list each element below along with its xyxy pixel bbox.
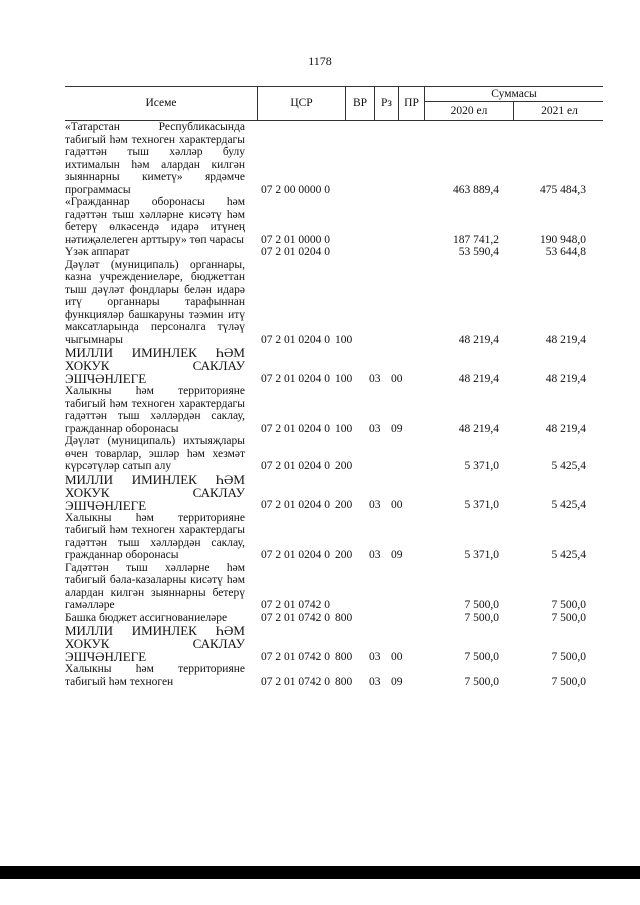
row-pr: 09 [391, 422, 403, 435]
budget-table [65, 86, 603, 688]
row-pr: 09 [391, 549, 403, 561]
table-row [65, 435, 603, 473]
table-row [65, 259, 603, 347]
row-csr: 07 2 01 0000 0 [261, 233, 330, 246]
row-csr: 07 2 01 0204 0 [261, 549, 330, 561]
scan-edge-bar [0, 866, 640, 879]
row-value-2021: 48 219,4 [545, 333, 586, 346]
table-row [65, 246, 603, 259]
row-value-2020: 48 219,4 [458, 422, 499, 435]
row-value-2020: 5 371,0 [464, 499, 499, 511]
row-csr: 07 2 01 0204 0 [261, 422, 330, 435]
row-name: Халыкны һәм территорияне табигый һәм техноген характердагы гадәттән тыш хәлләрдән саклау, гражданнар оборонасы [65, 511, 245, 561]
row-vr: 800 [335, 611, 353, 624]
row-name: «Татарстан Республикасында табигый һәм техноген характердагы гадәттән тыш хәлләр булу ихтималын һәм алардан килгән зыяннарны киметү» ярдәмче программасы [65, 121, 245, 196]
table-row [65, 624, 603, 663]
table-body [65, 121, 603, 688]
row-csr: 07 2 01 0204 0 [261, 333, 330, 346]
header-name: Исеме [145, 97, 177, 110]
header-rz: Рз [374, 87, 398, 120]
row-pr: 00 [391, 499, 403, 511]
row-value-2020: 463 889,4 [453, 183, 499, 196]
row-name: Башка бюджет ассигнованиеләре [65, 611, 228, 624]
row-pr: 00 [391, 372, 403, 385]
row-csr: 07 2 00 0000 0 [261, 183, 330, 196]
table-row [65, 473, 603, 512]
row-csr: 07 2 01 0742 0 [261, 675, 330, 688]
row-name: Дәүләт (муниципаль) ихтыяҗлары өчен товарлар, эшләр һәм хезмәт күрсәтүләр сатып алу [65, 435, 245, 472]
row-value-2021: 5 425,4 [551, 499, 586, 511]
row-vr: 200 [335, 549, 353, 561]
row-value-2021: 48 219,4 [545, 372, 586, 385]
row-value-2021: 7 500,0 [551, 599, 586, 611]
row-name: МИЛЛИ ИМИНЛЕК ҺӘМ ХОКУК САКЛАУ ЭШЧӘНЛЕГЕ [65, 623, 245, 664]
row-csr: 07 2 01 0204 0 [261, 499, 330, 511]
row-pr: 00 [391, 650, 403, 663]
row-value-2021: 475 484,3 [540, 183, 586, 196]
row-name: МИЛЛИ ИМИНЛЕК ҺӘМ ХОКУК САКЛАУ ЭШЧӘНЛЕГЕ [65, 345, 245, 386]
row-value-2021: 5 425,4 [551, 460, 586, 472]
row-csr: 07 2 01 0742 0 [261, 611, 330, 624]
table-row [65, 512, 603, 562]
row-pr: 09 [391, 675, 403, 688]
row-rz: 03 [369, 422, 381, 435]
table-row [65, 346, 603, 385]
table-row [65, 121, 603, 196]
row-name: Халыкны һәм территорияне табигый һәм техноген [65, 663, 245, 688]
row-csr: 07 2 01 0204 0 [261, 460, 330, 472]
row-name: «Гражданнар оборонасы һәм гадәттән тыш хәлләрне кисәтү һәм бетерү өлкәсендә идарә итүнең нәтиҗәлелеген арттыру» төп чарасы [65, 196, 245, 246]
row-vr: 200 [335, 499, 353, 511]
row-rz: 03 [369, 549, 381, 561]
row-vr: 100 [335, 333, 353, 346]
row-name: МИЛЛИ ИМИНЛЕК ҺӘМ ХОКУК САКЛАУ ЭШЧӘНЛЕГЕ [65, 471, 245, 513]
header-sums [424, 87, 603, 120]
row-value-2020: 53 590,4 [458, 246, 499, 258]
header-year-2021: 2021 ел [513, 102, 605, 120]
header-vr: ВР [345, 87, 374, 120]
row-vr: 800 [335, 675, 353, 688]
row-name: Дәүләт (муниципаль) органнары, казна учреждениеләре, бюджеттан тыш дәүләт фондлары белән идарә итү органнары тарафыннан функцияләр башкаруны тәэмин итү максатларында персоналга түләү чыгымнары [65, 258, 245, 346]
row-value-2020: 48 219,4 [458, 372, 499, 385]
row-value-2021: 48 219,4 [545, 422, 586, 435]
page-number: 1178 [308, 54, 332, 68]
table-row [65, 196, 603, 246]
row-csr: 07 2 01 0742 0 [261, 650, 330, 663]
row-vr: 200 [335, 460, 353, 472]
row-value-2021: 53 644,8 [545, 246, 586, 258]
row-value-2020: 7 500,0 [464, 675, 499, 688]
row-name: Үзәк аппарат [65, 246, 130, 258]
row-value-2020: 187 741,2 [453, 233, 499, 246]
row-vr: 100 [335, 422, 353, 435]
row-value-2020: 5 371,0 [464, 549, 499, 561]
table-row [65, 385, 603, 435]
row-rz: 03 [369, 499, 381, 511]
row-value-2021: 7 500,0 [551, 650, 586, 663]
row-name: Халыкны һәм территорияне табигый һәм техноген характердагы гадәттән тыш хәлләрдән саклау, гражданнар оборонасы [65, 385, 245, 435]
row-value-2020: 5 371,0 [464, 460, 499, 472]
row-rz: 03 [369, 650, 381, 663]
row-value-2020: 7 500,0 [464, 599, 499, 611]
row-value-2020: 48 219,4 [458, 333, 499, 346]
table-row [65, 562, 603, 612]
table-row [65, 663, 603, 688]
header-pr: ПР [398, 87, 424, 120]
row-value-2021: 5 425,4 [551, 549, 586, 561]
row-csr: 07 2 01 0204 0 [261, 246, 330, 258]
row-name: Гадәттән тыш хәлләрне һәм табигый бәла-казаларны кисәтү һәм алардан килгән зыяннарны бетерү гамәлләре [65, 561, 245, 611]
row-rz: 03 [369, 675, 381, 688]
row-value-2020: 7 500,0 [464, 650, 499, 663]
row-vr: 100 [335, 372, 353, 385]
table-header [65, 86, 603, 121]
row-value-2021: 7 500,0 [551, 611, 586, 624]
row-csr: 07 2 01 0204 0 [261, 372, 330, 385]
row-csr: 07 2 01 0742 0 [261, 599, 330, 611]
row-vr: 800 [335, 650, 353, 663]
row-value-2020: 7 500,0 [464, 611, 499, 624]
row-rz: 03 [369, 372, 381, 385]
row-value-2021: 190 948,0 [540, 233, 586, 246]
header-csr: ЦСР [257, 87, 345, 120]
header-year-2020: 2020 ел [450, 104, 488, 117]
row-value-2021: 7 500,0 [551, 675, 586, 688]
header-sums-label: Суммасы [425, 87, 603, 102]
